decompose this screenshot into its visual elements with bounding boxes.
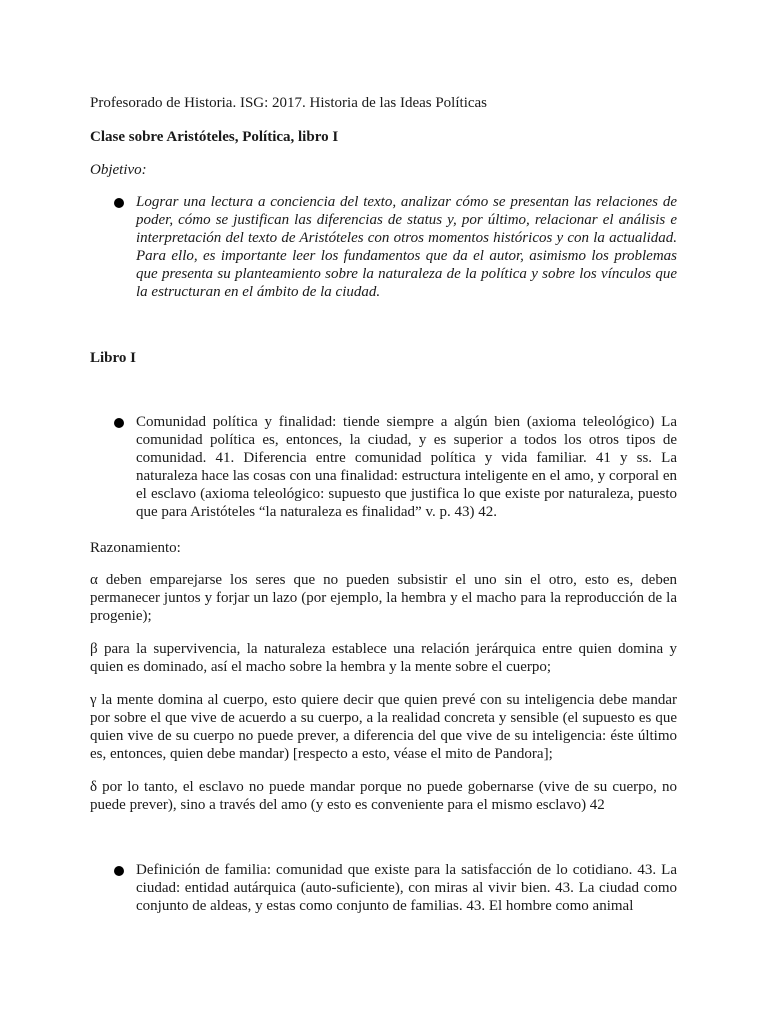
bullet-icon (114, 418, 124, 428)
objective-label: Objetivo: (90, 162, 147, 178)
reasoning-delta: δ por lo tanto, el esclavo no puede mandar porque no puede gobernarse (vive de su cuerpo, no puede prever), sino a través del amo (y esto es conveniente para el mismo esclavo) 42 (90, 779, 677, 813)
bullet-political-community: Comunidad política y finalidad: tiende siempre a algún bien (axioma teleológico) La comunidad política es, entonces, la ciudad, y es superior a todos los otros tipos de comunidad. 41. Diferencia entre comunidad política y vida familiar. 41 y ss. La naturaleza hace las cosas con una finalidad: estructura inteligente en el amo, y corporal en el esclavo (axioma teleológico: supuesto que justifica lo que existe por naturaleza, puesto que para Aristóteles “la naturaleza es finalidad” v. p. 43) 42. (136, 414, 677, 520)
bullet-family-definition: Definición de familia: comunidad que existe para la satisfacción de lo cotidiano. 43. La ciudad: entidad autárquica (auto-suficiente), con miras al vivir bien. 43. La ciudad como conjunto de aldeas, y estas como conjunto de familias. 43. El hombre como animal (136, 862, 677, 914)
reasoning-alpha: α deben emparejarse los seres que no pueden subsistir el uno sin el otro, esto es, deben permanecer juntos y forjar un lazo (por ejemplo, la hembra y el macho para la reproducción de la progenie); (90, 572, 677, 624)
reasoning-label: Razonamiento: (90, 540, 181, 556)
reasoning-gamma: γ la mente domina al cuerpo, esto quiere decir que quien prevé con su inteligencia debe mandar por sobre el que vive de acuerdo a su cuerpo, a la realidad concreta y sensible (el supuesto es que quien vive de su cuerpo no puede prever, a diferencia del que vive de su inteligencia: éste último es, entonces, quien debe mandar) [respecto a esto, véase el mito de Pandora]; (90, 692, 677, 762)
class-title: Clase sobre Aristóteles, Política, libro I (90, 129, 339, 145)
course-line: Profesorado de Historia. ISG: 2017. Historia de las Ideas Políticas (90, 95, 488, 111)
bullet-icon (114, 866, 124, 876)
section-title: Libro I (90, 350, 136, 366)
reasoning-beta: β para la supervivencia, la naturaleza establece una relación jerárquica entre quien domina y quien es dominado, así el macho sobre la hembra y la mente sobre el cuerpo; (90, 641, 677, 675)
bullet-icon (114, 198, 124, 208)
objective-text: Lograr una lectura a conciencia del texto, analizar cómo se presentan las relaciones de poder, cómo se justifican las diferencias de status y, por último, relacionar el análisis e interpretación del texto de Aristóteles con otros momentos históricos y con la actualidad. Para ello, es importante leer los fundamentos que da el autor, asimismo los problemas que presenta su planteamiento sobre la naturaleza de la política y sobre los vínculos que la estructuran en el ámbito de la ciudad. (136, 194, 677, 300)
